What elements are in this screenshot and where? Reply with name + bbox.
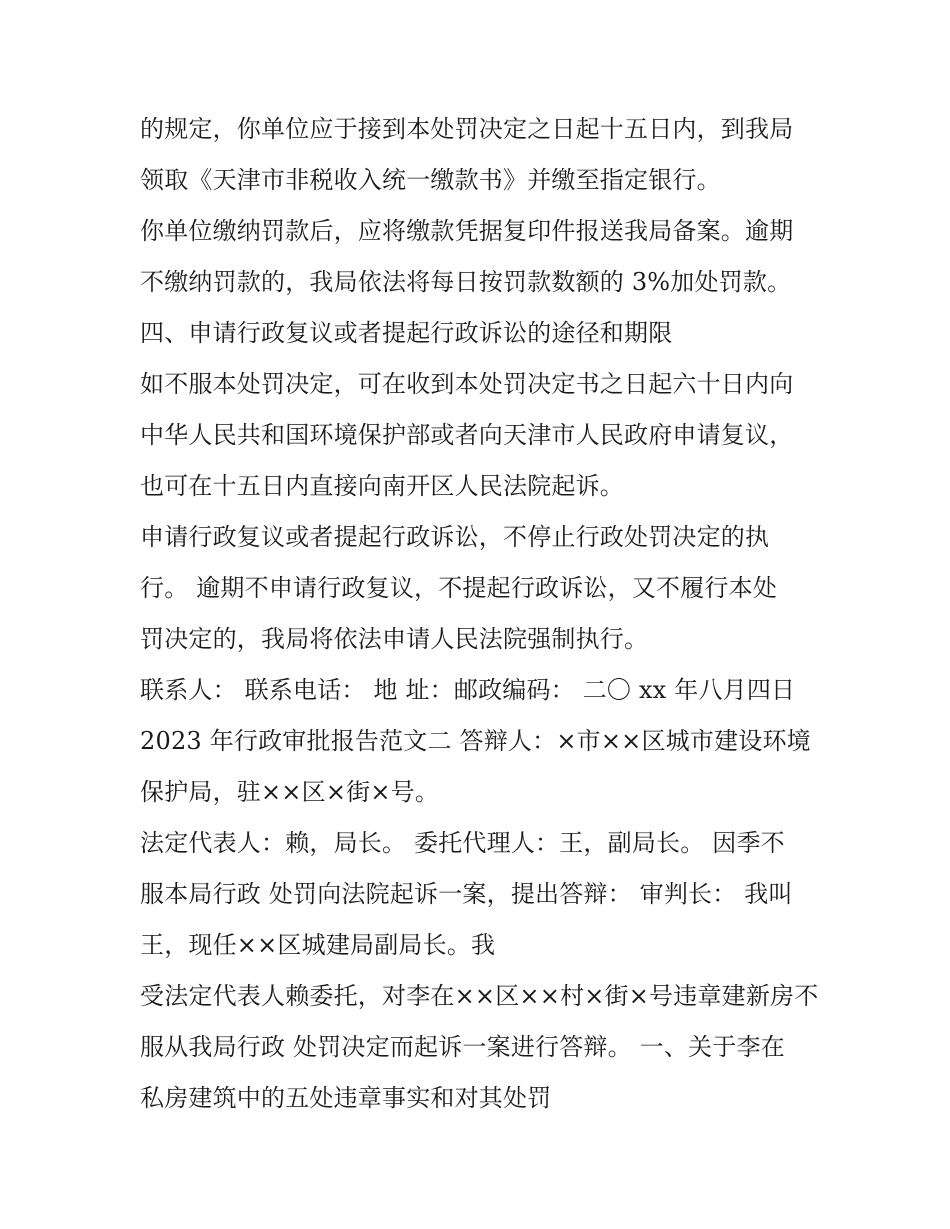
text-line-4: 不缴纳罚款的，我局依法将每日按罚款数额的 3%加处罚款。 <box>140 268 792 296</box>
text-line-14: 保护局，驻××区×街×号。 <box>140 778 440 806</box>
text-line-6: 如不服本处罚决定，可在收到本处罚决定书之日起六十日内向 <box>140 370 794 398</box>
text-line-7: 中华人民共和国环境保护部或者向天津市人民政府申请复议， <box>140 421 794 449</box>
text-line-10: 行。 逾期不申请行政复议，不提起行政诉讼，又不履行本处 <box>140 574 778 602</box>
text-line-1: 的规定，你单位应于接到本处罚决定之日起十五日内，到我局 <box>140 115 794 143</box>
text-line-16: 服本局行政 处罚向法院起诉一案，提出答辩： 审判长： 我叫 <box>140 880 793 908</box>
text-line-19: 服从我局行政 处罚决定而起诉一案进行答辩。 一、关于李在 <box>140 1033 785 1061</box>
text-line-17: 王，现任××区城建局副局长。我 <box>140 931 496 959</box>
text-line-11: 罚决定的，我局将依法申请人民法院强制执行。 <box>140 625 649 653</box>
text-line-18: 受法定代表人赖委托，对李在××区××村×街×号违章建新房不 <box>140 982 819 1010</box>
text-line-2: 领取《天津市非税收入统一缴款书》并缴至指定银行。 <box>140 166 721 194</box>
contact-line: 联系人： 联系电话： 地 址：邮政编码： 二〇 xx 年八月四日 <box>140 676 796 704</box>
text-line-8: 也可在十五日内直接向南开区人民法院起诉。 <box>140 472 624 500</box>
document-body <box>140 104 820 1124</box>
text-line-20: 私房建筑中的五处违章事实和对其处罚 <box>140 1084 552 1112</box>
text-line-15: 法定代表人：赖，局长。 委托代理人：王，副局长。 因季不 <box>140 829 785 857</box>
text-line-13: 2023 年行政审批报告范文二 答辩人：×市××区城市建设环境 <box>140 727 811 755</box>
text-line-9: 申请行政复议或者提起行政诉讼，不停止行政处罚决定的执 <box>140 523 770 551</box>
text-line-3: 你单位缴纳罚款后，应将缴款凭据复印件报送我局备案。逾期 <box>140 217 794 245</box>
section-heading: 四、申请行政复议或者提起行政诉讼的途径和期限 <box>140 319 673 347</box>
